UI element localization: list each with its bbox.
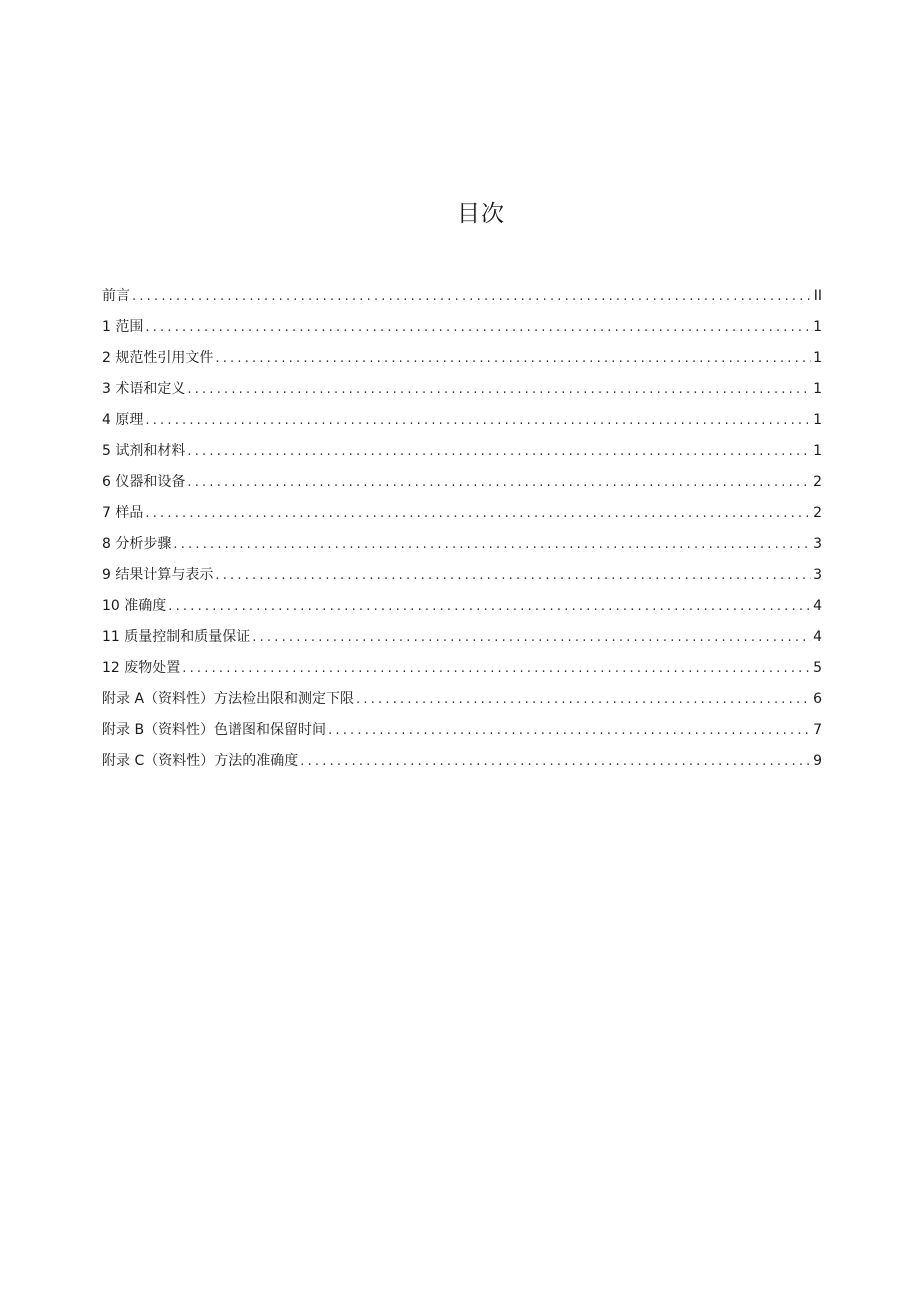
toc-entry-label: 11 质量控制和质量保证: [102, 629, 251, 645]
toc-leader-dots: [145, 312, 811, 343]
toc-entry-appendix-b[interactable]: [102, 715, 822, 746]
toc-entry-page: 6: [813, 691, 822, 707]
toc-leader-dots: [173, 529, 811, 560]
toc-entry-label: 7 样品: [102, 505, 144, 521]
toc-entry-analysis-steps[interactable]: [102, 529, 822, 560]
toc-entry-page: 3: [813, 536, 822, 552]
toc-entry-page: II: [813, 288, 822, 304]
toc-entry-page: 1: [813, 319, 822, 335]
toc-entry-label: 4 原理: [102, 412, 144, 428]
toc-entry-page: 1: [813, 381, 822, 397]
toc-entry-label: 3 术语和定义: [102, 381, 186, 397]
toc-entry-preface[interactable]: [102, 281, 822, 312]
toc-entry-page: 1: [813, 350, 822, 366]
toc-entry-page: 2: [813, 474, 822, 490]
toc-entry-page: 7: [813, 722, 822, 738]
toc-entry-appendix-c[interactable]: [102, 746, 822, 777]
toc-leader-dots: [187, 436, 811, 467]
toc-entry-label: 9 结果计算与表示: [102, 567, 214, 583]
toc-entry-appendix-a[interactable]: [102, 684, 822, 715]
toc-leader-dots: [168, 591, 811, 622]
toc-entry-quality-control[interactable]: [102, 622, 822, 653]
table-of-contents: [102, 281, 822, 777]
toc-entry-page: 1: [813, 412, 822, 428]
toc-entry-scope[interactable]: [102, 312, 822, 343]
toc-entry-label: 8 分析步骤: [102, 536, 172, 552]
toc-entry-label: 前言: [102, 288, 130, 304]
toc-entry-label: 5 试剂和材料: [102, 443, 186, 459]
toc-leader-dots: [132, 281, 812, 312]
toc-entry-page: 2: [813, 505, 822, 521]
toc-leader-dots: [187, 467, 811, 498]
toc-entry-reagents-materials[interactable]: [102, 436, 822, 467]
toc-leader-dots: [145, 405, 811, 436]
toc-entry-label: 附录 B（资料性）色谱图和保留时间: [102, 722, 327, 738]
toc-entry-page: 1: [813, 443, 822, 459]
toc-leader-dots: [356, 684, 811, 715]
toc-entry-samples[interactable]: [102, 498, 822, 529]
toc-entry-instruments-equipment[interactable]: [102, 467, 822, 498]
toc-entry-normative-references[interactable]: [102, 343, 822, 374]
toc-entry-principle[interactable]: [102, 405, 822, 436]
toc-entry-results-calculation[interactable]: [102, 560, 822, 591]
toc-leader-dots: [328, 715, 811, 746]
toc-leader-dots: [187, 374, 811, 405]
toc-entry-label: 10 准确度: [102, 598, 167, 614]
toc-leader-dots: [182, 653, 811, 684]
toc-entry-page: 4: [813, 598, 822, 614]
toc-entry-page: 5: [813, 660, 822, 676]
toc-leader-dots: [300, 746, 811, 777]
toc-entry-label: 6 仪器和设备: [102, 474, 186, 490]
toc-entry-page: 3: [813, 567, 822, 583]
toc-entry-label: 附录 C（资料性）方法的准确度: [102, 753, 299, 769]
toc-entry-page: 9: [813, 753, 822, 769]
toc-leader-dots: [215, 343, 811, 374]
toc-entry-label: 2 规范性引用文件: [102, 350, 214, 366]
toc-leader-dots: [215, 560, 811, 591]
toc-entry-accuracy[interactable]: [102, 591, 822, 622]
toc-entry-terms-definitions[interactable]: [102, 374, 822, 405]
toc-entry-label: 1 范围: [102, 319, 144, 335]
toc-entry-waste-disposal[interactable]: [102, 653, 822, 684]
toc-leader-dots: [252, 622, 811, 653]
toc-entry-page: 4: [813, 629, 822, 645]
toc-entry-label: 12 废物处置: [102, 660, 181, 676]
page-title: 目次: [457, 201, 505, 227]
toc-leader-dots: [145, 498, 811, 529]
toc-entry-label: 附录 A（资料性）方法检出限和测定下限: [102, 691, 355, 707]
